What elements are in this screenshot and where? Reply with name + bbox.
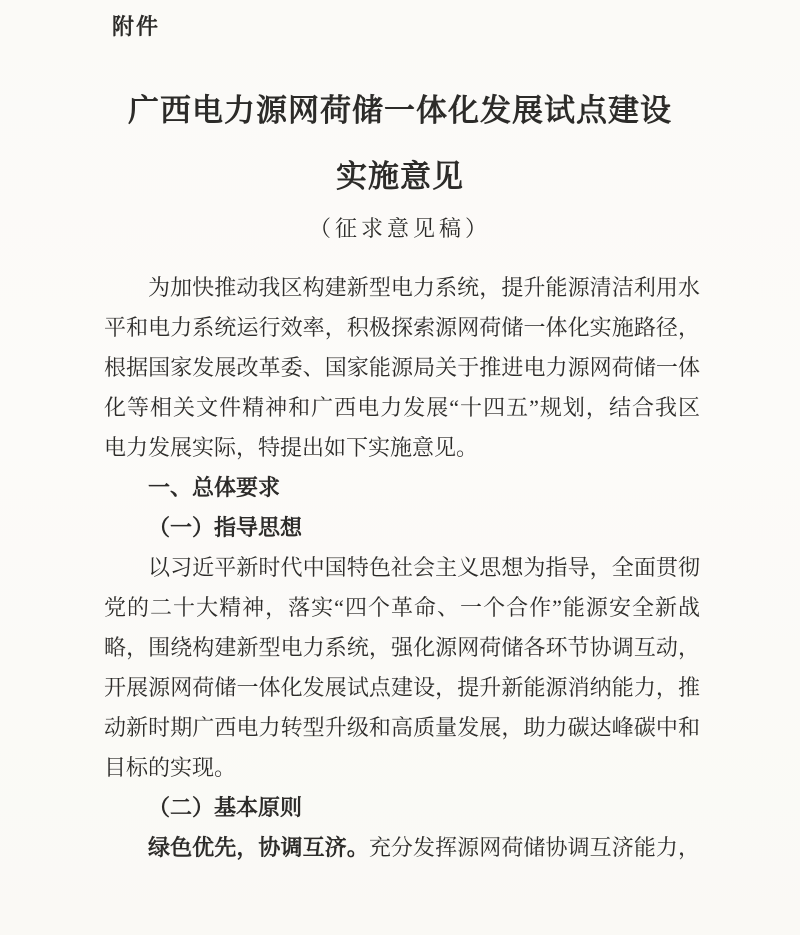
paragraph2-line4: 开展源网荷储一体化发展试点建设，提升新能源消纳能力，推 xyxy=(104,675,700,700)
paragraph1-line4: 化等相关文件精神和广西电力发展“十四五”规划，结合我区 xyxy=(104,395,700,420)
paragraph1-line3: 根据国家发展改革委、国家能源局关于推进电力源网荷储一体 xyxy=(104,355,700,380)
document-title-line2: 实施意见 xyxy=(336,159,464,194)
subsection-heading-basic-principles: （二）基本原则 xyxy=(148,795,303,820)
paragraph2-line5: 动新时期广西电力转型升级和高质量发展，助力碳达峰碳中和 xyxy=(104,715,700,740)
paragraph2-line2: 党的二十大精神，落实“四个革命、一个合作”能源安全新战 xyxy=(104,595,700,620)
attachment-label: 附件 xyxy=(112,14,161,39)
draft-for-comment-note: （征求意见稿） xyxy=(308,216,491,241)
document-title xyxy=(0,78,800,210)
paragraph1-line2: 平和电力系统运行效率，积极探索源网荷储一体化实施路径， xyxy=(104,315,700,340)
paragraph2-line1: 以习近平新时代中国特色社会主义思想为指导，全面贯彻 xyxy=(148,555,700,580)
paragraph1-line5: 电力发展实际，特提出如下实施意见。 xyxy=(104,435,479,460)
document-title-line1: 广西电力源网荷储一体化发展试点建设 xyxy=(128,93,672,128)
paragraph1-line1: 为加快推动我区构建新型电力系统，提升能源清洁利用水 xyxy=(148,275,700,300)
document-body xyxy=(104,268,700,868)
paragraph3-line1 xyxy=(104,828,700,868)
principle-lead-phrase: 绿色优先，协调互济。 xyxy=(148,835,369,860)
principle-body-text: 充分发挥源网荷储协调互济能力， xyxy=(368,835,700,860)
paragraph2-line3: 略，围绕构建新型电力系统，强化源网荷储各环节协调互动， xyxy=(104,635,700,660)
section-heading-overall-requirements: 一、总体要求 xyxy=(148,475,281,500)
paragraph2-line6: 目标的实现。 xyxy=(104,755,237,780)
subsection-heading-guiding-ideology: （一）指导思想 xyxy=(148,515,303,540)
